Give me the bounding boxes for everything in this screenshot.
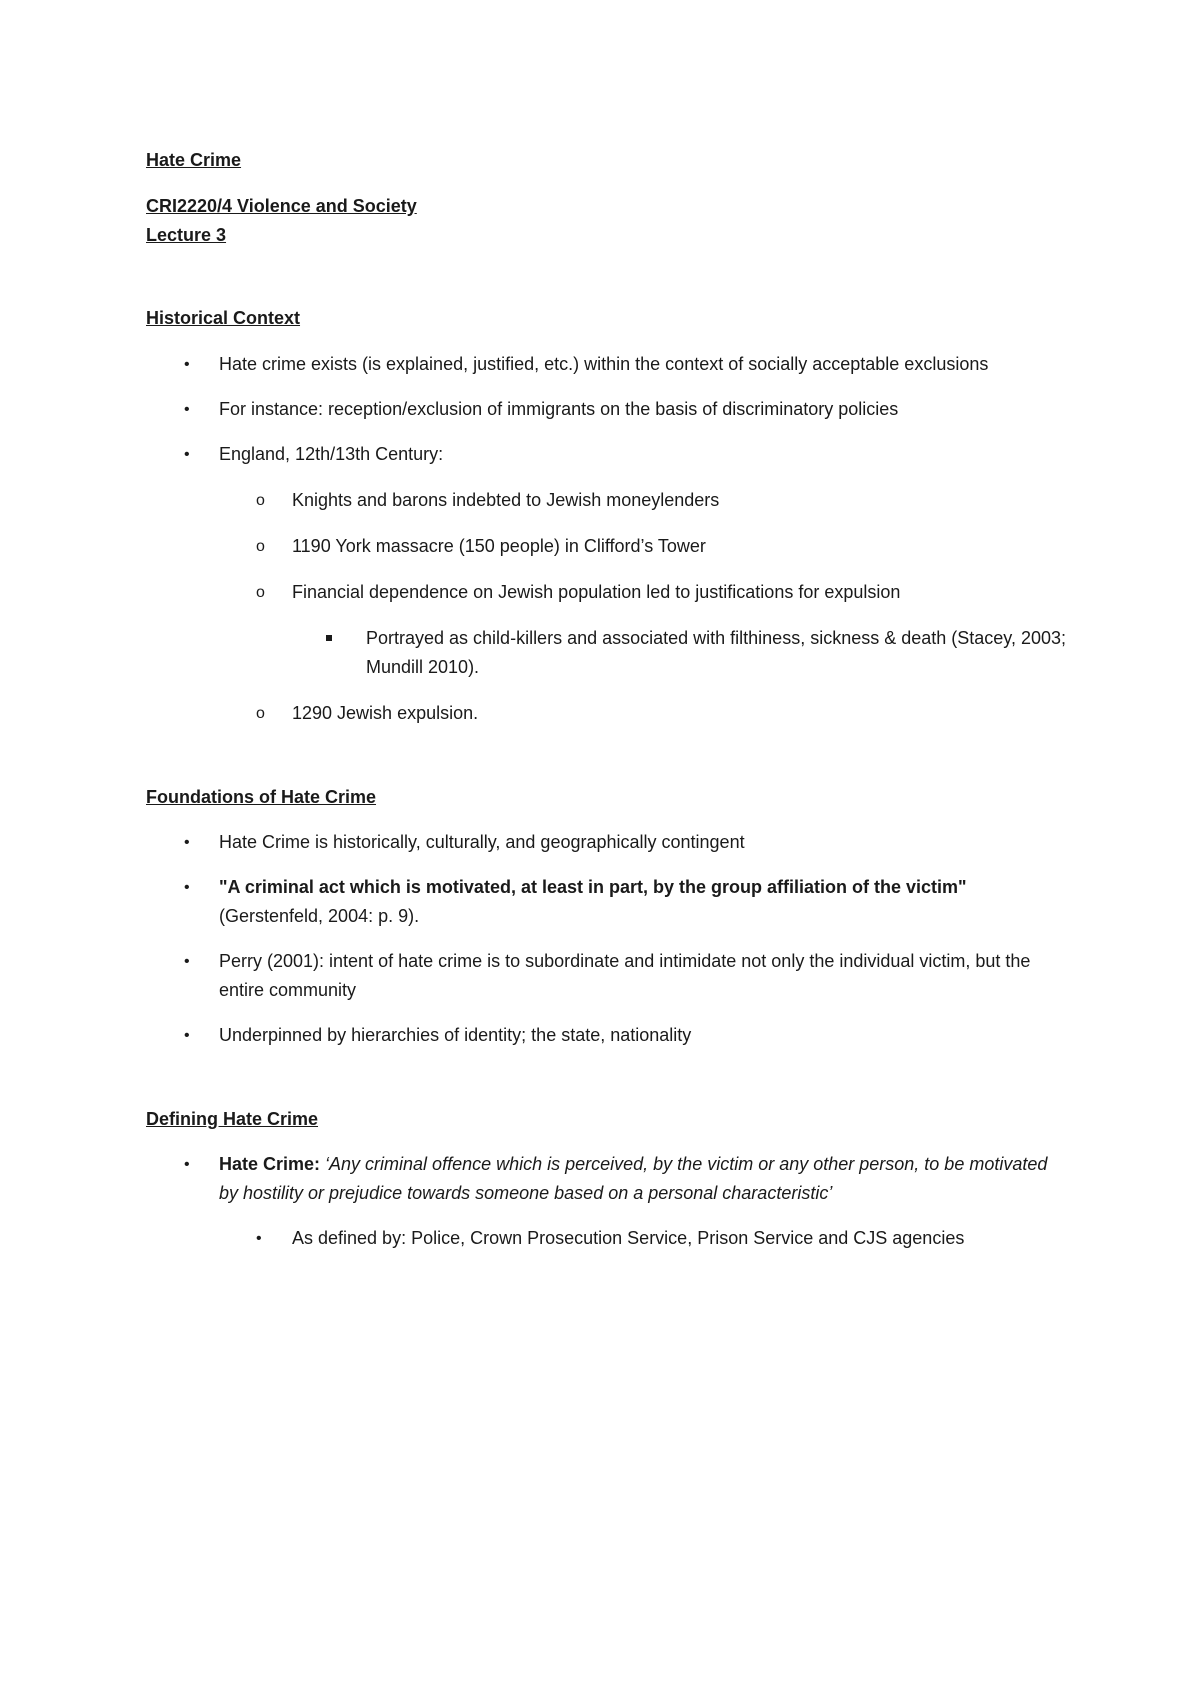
list-item [146, 1150, 1066, 1208]
bullet-icon: • [184, 356, 190, 373]
bullet-icon: • [256, 1230, 262, 1247]
list-item [146, 395, 1066, 424]
list-item [146, 873, 1066, 931]
section-heading-historical: Historical Context [146, 308, 301, 328]
definition-label: Hate Crime: [219, 1154, 321, 1174]
hate-crime-definition-quote: "A criminal act which is motivated, at least in part, by the group affiliation of the victim" [219, 877, 967, 897]
list-item-text: Hate Crime is historically, culturally, and geographically contingent [219, 832, 745, 852]
section-heading-foundations: Foundations of Hate Crime [146, 787, 377, 807]
citation: (Gerstenfeld, 2004: p. 9). [219, 906, 420, 926]
list-item-text: For instance: reception/exclusion of immigrants on the basis of discriminatory policies [219, 399, 899, 419]
bullet-icon: • [184, 879, 190, 896]
bullet-icon: • [184, 953, 190, 970]
list-item-text: As defined by: Police, Crown Prosecution Service, Prison Service and CJS agencies [292, 1228, 965, 1248]
bullet-icon: • [184, 446, 190, 463]
list-item [146, 486, 1066, 515]
defining-list [146, 1150, 1066, 1253]
list-item-text: Perry (2001): intent of hate crime is to subordinate and intimidate not only the individual victim, but the entire community [219, 951, 1031, 1000]
square-bullet-icon [326, 635, 332, 641]
list-item-text: England, 12th/13th Century: [219, 444, 444, 464]
list-item [146, 1224, 1066, 1253]
document-page [146, 146, 1066, 1253]
circle-bullet-icon: o [256, 492, 265, 509]
list-item-text: Financial dependence on Jewish population led to justifications for expulsion [292, 582, 901, 602]
circle-bullet-icon: o [256, 584, 265, 601]
list-item [146, 350, 1066, 379]
list-item [146, 578, 1066, 607]
list-item [146, 828, 1066, 857]
list-item-text: 1290 Jewish expulsion. [292, 703, 479, 723]
circle-bullet-icon: o [256, 538, 265, 555]
list-item [146, 440, 1066, 469]
course-title: CRI2220/4 Violence and Society [146, 196, 417, 216]
list-item-text: Underpinned by hierarchies of identity; the state, nationality [219, 1025, 692, 1045]
bullet-icon: • [184, 401, 190, 418]
list-item-text: 1190 York massacre (150 people) in Clifford’s Tower [292, 536, 706, 556]
list-item-text: Hate crime exists (is explained, justified, etc.) within the context of socially acceptable exclusions [219, 354, 989, 374]
section-heading-defining: Defining Hate Crime [146, 1109, 319, 1129]
bullet-icon: • [184, 1027, 190, 1044]
circle-bullet-icon: o [256, 705, 265, 722]
list-item [146, 947, 1066, 1005]
historical-list [146, 350, 1066, 728]
list-item [146, 699, 1066, 728]
definition-text: ‘Any criminal offence which is perceived, by the victim or any other person, to be motivated by hostility or prejudice towards someone based on a personal characteristic’ [219, 1154, 1048, 1203]
list-item-text: Portrayed as child-killers and associated with filthiness, sickness & death (Stacey, 2003; Mundill 2010). [366, 628, 1067, 677]
lecture-number: Lecture 3 [146, 225, 227, 245]
list-item [146, 624, 1066, 682]
document-title: Hate Crime [146, 150, 242, 170]
foundations-list [146, 828, 1066, 1050]
list-item-text: Knights and barons indebted to Jewish moneylenders [292, 490, 720, 510]
list-item [146, 532, 1066, 561]
bullet-icon: • [184, 1156, 190, 1173]
bullet-icon: • [184, 834, 190, 851]
list-item [146, 1021, 1066, 1050]
